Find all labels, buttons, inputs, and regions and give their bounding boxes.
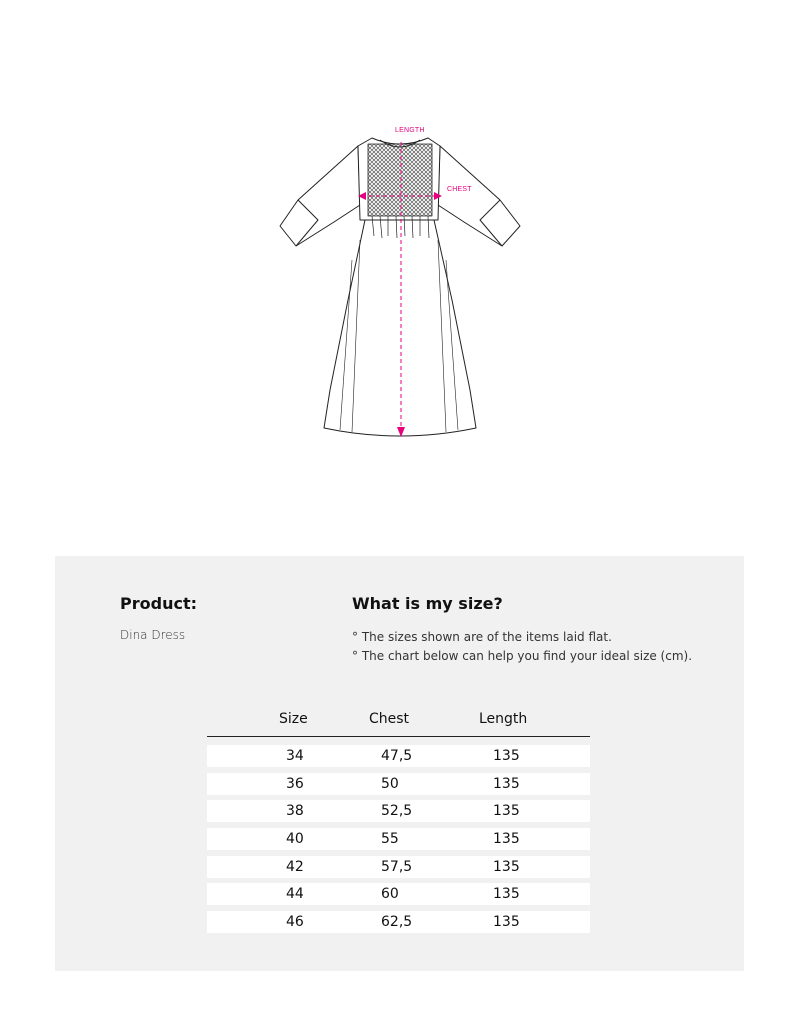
cell-length: 135 (493, 914, 520, 931)
header-length: Length (479, 711, 528, 727)
cell-length: 135 (493, 886, 520, 903)
cell-size: 34 (286, 748, 304, 764)
header-chest: Chest (369, 711, 410, 727)
header-size: Size (279, 711, 308, 727)
cell-chest: 62,5 (381, 914, 413, 931)
table-row (207, 800, 590, 822)
size-info-panel (55, 556, 744, 971)
size-table-body (207, 745, 590, 933)
cell-chest: 50 (381, 775, 399, 792)
cell-size: 36 (286, 775, 304, 792)
size-notes (352, 628, 692, 666)
cell-size: 42 (286, 858, 304, 875)
chest-label: CHEST (447, 186, 472, 193)
cell-chest: 47,5 (381, 748, 413, 764)
cell-chest: 57,5 (381, 858, 413, 875)
cell-size: 40 (286, 831, 304, 848)
table-row (207, 773, 590, 795)
table-row (207, 828, 590, 850)
table-row (207, 883, 590, 905)
table-row (207, 745, 590, 767)
cell-length: 135 (493, 748, 520, 764)
cell-size: 38 (286, 803, 304, 820)
cell-chest: 55 (381, 831, 399, 848)
size-table-header (207, 706, 590, 737)
cell-length: 135 (493, 803, 520, 820)
cell-size: 46 (286, 914, 304, 931)
cell-length: 135 (493, 831, 520, 848)
product-heading: Product: (120, 594, 197, 613)
note-laid-flat: ° The sizes shown are of the items laid flat. (352, 630, 612, 644)
cell-chest: 60 (381, 886, 399, 903)
note-chart-help: ° The chart below can help you find your ideal size (cm). (352, 649, 693, 663)
table-row (207, 911, 590, 933)
length-label: LENGTH (395, 127, 425, 134)
cell-size: 44 (286, 886, 304, 903)
cell-length: 135 (493, 858, 520, 875)
cell-chest: 52,5 (381, 803, 413, 820)
product-name: Dina Dress (120, 628, 186, 642)
size-table (207, 706, 590, 939)
table-row (207, 856, 590, 878)
size-heading: What is my size? (352, 594, 503, 613)
cell-length: 135 (493, 775, 520, 792)
